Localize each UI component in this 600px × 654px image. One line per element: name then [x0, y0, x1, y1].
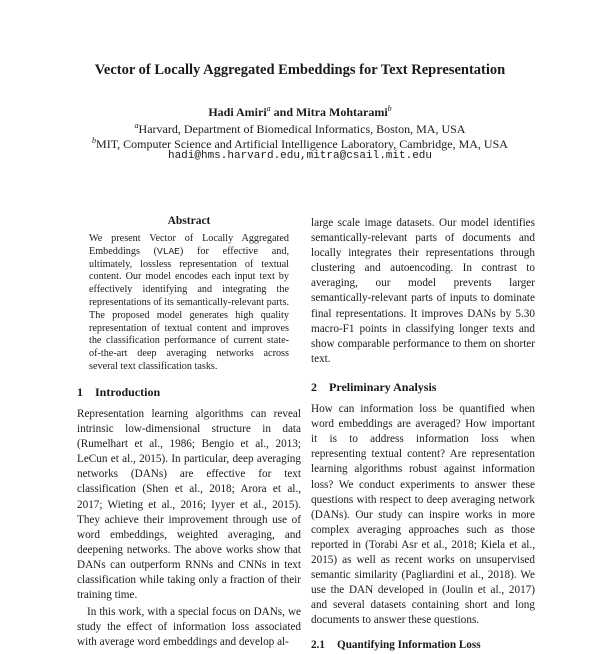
section-number: 2 — [311, 379, 317, 394]
author-name: Hadi Amiri — [208, 105, 267, 119]
abstract-text — [89, 233, 289, 374]
section-title: Introduction — [95, 384, 161, 399]
paragraph: How can information loss be quantified when word embeddings are averaged? How important it is to address information loss when representing textual content? Are representation learning algorithms robust against information loss? We conduct experiments to answer these questions with respect to deep averaging network (DANs). Our study can inspire works in more complex averaging approaches such as those reported in (Torabi Asr et al., 2018; Kiela et al., 2015) as well as recent works on unsupervised semantic similarity (Pagliardini et al., 2018). We use the DAN developed in (Joulin et al., 2017) and several datasets containing short and long documents to answer these questions. — [311, 403, 535, 627]
affiliation-sup: b — [92, 136, 97, 145]
section-heading — [311, 380, 535, 395]
paragraph: Representation learning algorithms can reveal intrinsic low-dimensional structure in data (Rumelhart et al., 1986; Bengio et al., 2013; LeCun et al., 2015). In particular, deep averaging networks (DANs) are effective for text classification (Shen et al., 2018; Arora et al., 2017; Wieting et al., 2016; Iyyer et al., 2015). They achieve their improvement through use of word embeddings, weighted averaging, and deepening networks. The above works show that DANs can outperform RNNs and CNNs in text classification while taking only a fraction of their training time. — [77, 407, 301, 602]
author-conjunction: and — [270, 105, 297, 119]
affiliation — [0, 121, 600, 137]
abstract-acronym: VLAE — [157, 245, 180, 257]
author-line — [0, 104, 600, 120]
abstract-heading: Abstract — [167, 215, 211, 227]
author-sup: b — [387, 104, 392, 113]
paragraph: In this work, with a special focus on DANs, we study the effect of information loss associated with average word embeddings and develop al- — [77, 606, 301, 649]
author-name: Mitra Mohtarami — [296, 105, 388, 119]
paragraph: large scale image datasets. Our model identifies semantically-relevant parts of documents and locally integrates their representations through clustering and autoencoding. In contrast to averaging, our model prevents larger semantically-relevant parts of inputs to dominate final representations. It improves DANs by 5.30 macro-F1 points in classifying longer texts and show comparable performance to them on shorter text. — [311, 217, 535, 365]
abstract-text-part: ) for effective and, ultimately, lossless representation of textual content. Our model encodes each input text by effectively identifying and integrating the representations of its semantically-relevant parts. The proposed model generates high quality representation of textual content and improves the classification performance of current state-of-the-art deep averaging networks across several text classification tasks. — [89, 245, 289, 373]
abstract-text-part: We present Vector of Locally Aggregated Embeddings ( — [89, 233, 289, 257]
paper-title: Vector of Locally Aggregated Embeddings for Text Representation — [94, 62, 506, 78]
right-column — [311, 216, 535, 654]
affiliation-sup: a — [134, 121, 139, 130]
section-title: Preliminary Analysis — [329, 379, 437, 394]
author-emails: hadi@hms.harvard.edu,mitra@csail.mit.edu — [167, 150, 433, 162]
subsection-title: Quantifying Information Loss — [337, 639, 481, 652]
affiliation-text: Harvard, Department of Biomedical Informatics, Boston, MA, USA — [138, 122, 466, 136]
left-column — [77, 214, 301, 650]
section-number: 1 — [77, 384, 83, 399]
affiliation-text: MIT, Computer Science and Artificial Intelligence Laboratory, Cambridge, MA, USA — [96, 137, 508, 151]
subsection-number: 2.1 — [311, 639, 325, 652]
section-heading — [77, 385, 301, 400]
subsection-heading — [311, 638, 535, 653]
author-sup: a — [266, 104, 271, 113]
